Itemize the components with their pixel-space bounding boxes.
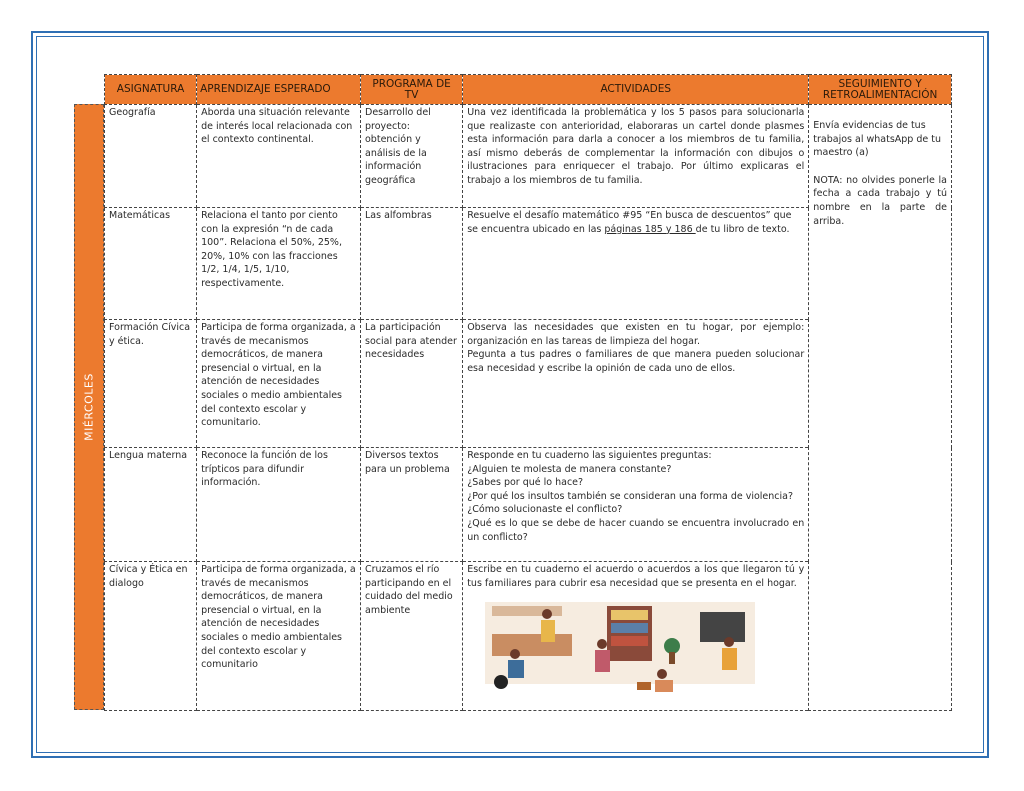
actividad-texto: Pegunta a tus padres o familiares de que manera pueden solucionar esa necesidad y escribe la opinión de cada uno de ellos. — [467, 349, 805, 374]
question-line: ¿Sabes por qué lo hace? — [467, 477, 584, 489]
cell-actividades — [463, 562, 809, 711]
family-cleaning-icon — [467, 594, 757, 699]
seguimiento-texto: Envía evidencias de tus trabajos al whatsApp de tu maestro (a) — [813, 120, 941, 159]
cell-programa: Diversos textos para un problema — [361, 448, 463, 562]
cell-aprendizaje: Relaciona el tanto por ciento con la expresión “n de cada 100”. Relaciona el 50%, 25%, 20%, 10% con las fracciones 1/2, 1/4, 1/5, 1/10, respectivamente. — [197, 208, 361, 320]
cell-seguimiento — [809, 105, 952, 711]
header-row — [105, 75, 952, 105]
cell-programa: Desarrollo del proyecto: obtención y análisis de la información geográfica — [361, 105, 463, 208]
header-asignatura: ASIGNATURA — [105, 75, 197, 105]
cell-asignatura: Lengua materna — [105, 448, 197, 562]
question-line: ¿Por qué los insultos también se consideran una forma de violencia? — [467, 490, 794, 502]
header-seguimiento: SEGUIMIENTO Y RETROALIMENTACIÓN — [809, 75, 952, 105]
cell-actividades — [463, 448, 809, 562]
cell-asignatura: Cívica y Ética en dialogo — [105, 562, 197, 711]
question-line: Responde en tu cuaderno las siguientes preguntas: — [467, 450, 712, 461]
cell-asignatura: Geografía — [105, 105, 197, 208]
actividad-texto: de tu libro de texto. — [695, 223, 790, 235]
pages-reference: páginas 185 y 186 — [604, 223, 696, 235]
day-column — [74, 104, 104, 710]
cell-programa: La participación social para atender necesidades — [361, 320, 463, 448]
cell-asignatura: Matemáticas — [105, 208, 197, 320]
question-line: ¿Qué es lo que se debe de hacer cuando se encuentra involucrado en un conflicto? — [467, 517, 805, 543]
question-line: ¿Alguien te molesta de manera constante? — [467, 463, 672, 475]
actividad-texto: Resuelve el desafío matemático #95 “En busca de descuentos” que se encuentra ubicado en las — [467, 210, 792, 235]
table-row — [105, 105, 952, 208]
day-label: MIÉRCOLES — [82, 373, 96, 441]
cell-programa: Las alfombras — [361, 208, 463, 320]
cell-programa: Cruzamos el río participando en el cuidado del medio ambiente — [361, 562, 463, 711]
cell-asignatura: Formación Cívica y ética. — [105, 320, 197, 448]
actividad-texto: Escribe en tu cuaderno el acuerdo o acuerdos a los que llegaron tú y tus familiares para cubrir esa necesidad que se presenta en el hogar. — [467, 564, 805, 589]
planning-table — [104, 74, 952, 711]
family-cleaning-illustration — [467, 594, 757, 699]
actividad-texto: Observa las necesidades que existen en tu hogar, por ejemplo: organización en las tareas de limpieza del hogar. — [467, 322, 805, 347]
header-programa: PROGRAMA DE TV — [361, 75, 463, 105]
cell-actividades — [463, 320, 809, 448]
cell-aprendizaje: Reconoce la función de los trípticos para difundir información. — [197, 448, 361, 562]
seguimiento-nota: NOTA: no olvides ponerle la fecha a cada trabajo y tú nombre en la parte de arriba. — [813, 174, 947, 227]
cell-aprendizaje: Aborda una situación relevante de interés local relacionada con el contexto continental. — [197, 105, 361, 208]
header-actividades: ACTIVIDADES — [463, 75, 809, 105]
cell-actividades — [463, 208, 809, 320]
cell-aprendizaje: Participa de forma organizada, a través de mecanismos democráticos, de manera presencial o virtual, en la atención de necesidades sociales o medio ambientales del contexto escolar y comunitario. — [197, 320, 361, 448]
header-aprendizaje: APRENDIZAJE ESPERADO — [197, 75, 361, 105]
cell-actividades: Una vez identificada la problemática y los 5 pasos para solucionarla que realizaste con anterioridad, elaboraras un cartel donde plasmes esta información para darla a conocer a los miembros de tu familia, así mismo deberás de complementar la información con dibujos o ilustraciones para enriquecer el trabajo. Por último explicaras el trabajo a los miembros de tu familia. — [463, 105, 809, 208]
cell-aprendizaje: Participa de forma organizada, a través de mecanismos democráticos, de manera presencial o virtual, en la atención de necesidades sociales o medio ambientales del contexto escolar y comunitario — [197, 562, 361, 711]
question-line: ¿Cómo solucionaste el conflicto? — [467, 504, 623, 516]
